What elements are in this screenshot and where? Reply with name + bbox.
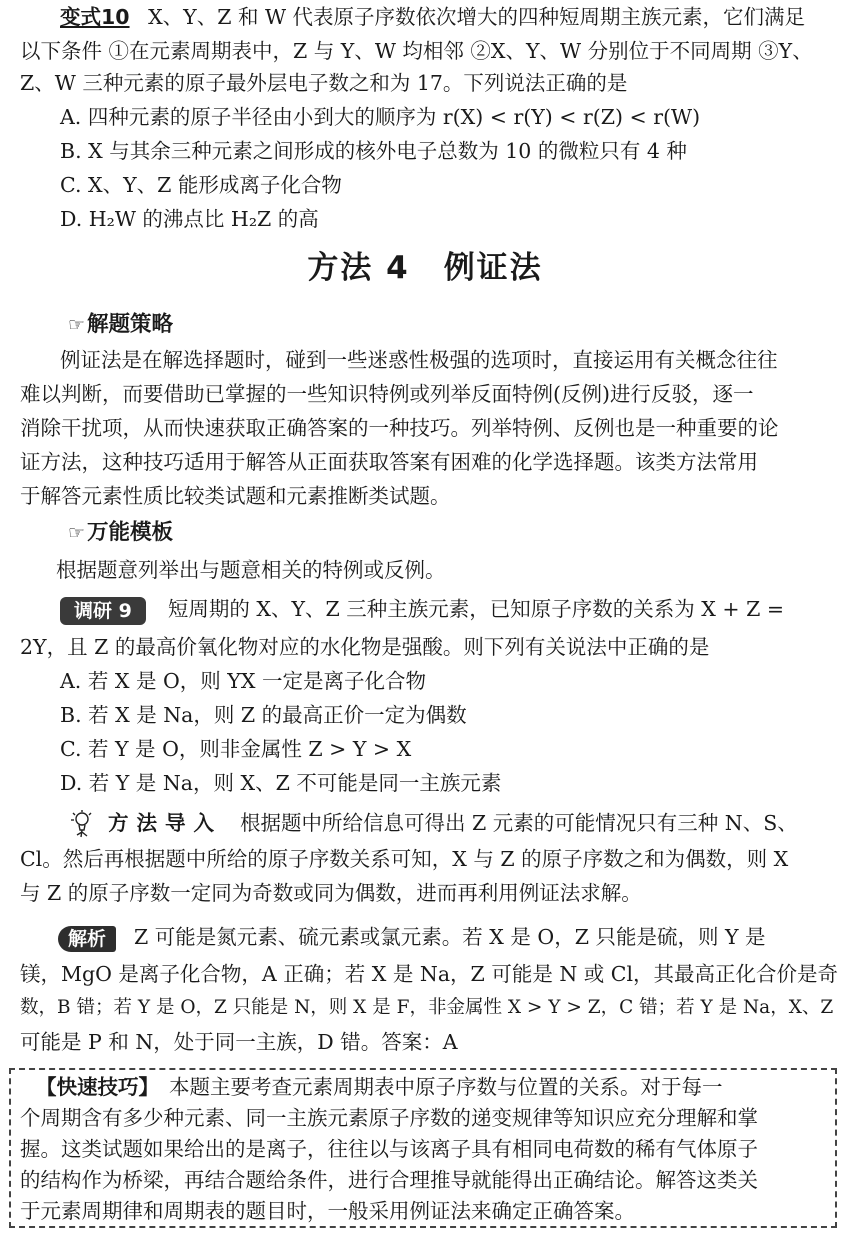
guide-label: 方法导入 (108, 811, 222, 835)
strategy-line-5: 于解答元素性质比较类试题和元素推断类试题。 (20, 484, 451, 508)
analysis-line-4: 可能是 P 和 N，处于同一主族，D 错。答案：A (20, 1030, 458, 1054)
variant-option-c: C. X、Y、Z 能形成离子化合物 (60, 173, 342, 197)
analysis-line-2: 镁，MgO 是离子化合物，A 正确；若 X 是 Na，Z 可能是 N 或 Cl，其最高正化合价是奇 (20, 962, 839, 986)
tip-line-1: 【快速技巧】 本题主要考查元素周期表中原子序数与位置的关系。对于每一 (36, 1075, 723, 1099)
strategy-line-1: 例证法是在解选择题时，碰到一些迷惑性极强的选项时，直接运用有关概念往往 (60, 348, 778, 372)
tip-label: 【快速技巧】 (36, 1075, 159, 1099)
lightbulb-person-icon (68, 810, 102, 840)
variant-line-3: Z、W 三种元素的原子最外层电子数之和为 17。下列说法正确的是 (20, 71, 628, 95)
tip-line-4: 的结构作为桥梁，再结合题给条件，进行合理推导就能得出正确结论。解答这类关 (20, 1168, 758, 1192)
guide-line-3: 与 Z 的原子序数一定同为奇数或同为偶数，进而再利用例证法求解。 (20, 881, 642, 905)
analysis-badge: 解析 (58, 926, 116, 952)
variant-line-2: 以下条件 ①在元素周期表中，Z 与 Y、W 均相邻 ②X、Y、W 分别位于不同周期 ③Y、 (20, 39, 813, 63)
tip-line-2: 个周期含有多少种元素、同一主族元素原子序数的递变规律等知识应充分理解和掌 (20, 1106, 758, 1130)
variant-option-a: A. 四种元素的原子半径由小到大的顺序为 r(X) < r(Y) < r(Z) < r(W) (60, 105, 701, 129)
research-option-a: A. 若 X 是 O，则 YX 一定是离子化合物 (60, 669, 426, 693)
guide-line-2: Cl。然后再根据题中所给的原子序数关系可知，X 与 Z 的原子序数之和为偶数，则 X (20, 847, 789, 871)
research-option-d: D. 若 Y 是 Na，则 X、Z 不可能是同一主族元素 (60, 771, 502, 795)
pointing-hand-icon: ☞ (68, 522, 86, 544)
analysis-line-3: 数，B 错；若 Y 是 O，Z 只能是 N，则 X 是 F，非金属性 X > Y > Z，C 错；若 Y 是 Na，X、Z (20, 997, 834, 1018)
tip-line-3: 握。这类试题如果给出的是离子，往往以与该离子具有相同电荷数的稀有气体原子 (20, 1137, 758, 1161)
method-title: 方法 4 例证法 (307, 250, 543, 286)
analysis-line-1: 解析 Z 可能是氮元素、硫元素或氯元素。若 X 是 O，Z 只能是硫，则 Y 是 (58, 922, 766, 952)
research-option-b: B. 若 X 是 Na，则 Z 的最高正价一定为偶数 (60, 703, 467, 727)
pointing-hand-icon: ☞ (68, 314, 86, 336)
variant-line-1: 变式10 X、Y、Z 和 W 代表原子序数依次增大的四种短周期主族元素，它们满足 (60, 5, 806, 29)
guide-line-1: 方法导入 根据题中所给信息可得出 Z 元素的可能情况只有三种 N、S、 (68, 808, 798, 840)
variant-label: 变式10 (60, 5, 130, 29)
research-line-1: 调研 9 短周期的 X、Y、Z 三种主族元素，已知原子序数的关系为 X + Z = (60, 594, 784, 625)
template-line: 根据题意列举出与题意相关的特例或反例。 (56, 558, 446, 582)
template-heading: ☞万能模板 (68, 520, 174, 545)
research-option-c: C. 若 Y 是 O，则非金属性 Z > Y > X (60, 737, 412, 761)
research-line-2: 2Y，且 Z 的最高价氧化物对应的水化物是强酸。则下列有关说法中正确的是 (20, 635, 710, 659)
strategy-line-2: 难以判断，而要借助已掌握的一些知识特例或列举反面特例(反例)进行反驳，逐一 (20, 382, 754, 406)
strategy-line-4: 证方法，这种技巧适用于解答从正面获取答案有困难的化学选择题。该类方法常用 (20, 450, 758, 474)
variant-option-d: D. H₂W 的沸点比 H₂Z 的高 (60, 207, 319, 231)
tip-line-5: 于元素周期律和周期表的题目时，一般采用例证法来确定正确答案。 (20, 1199, 635, 1223)
variant-option-b: B. X 与其余三种元素之间形成的核外电子总数为 10 的微粒只有 4 种 (60, 139, 687, 163)
strategy-line-3: 消除干扰项，从而快速获取正确答案的一种技巧。列举特例、反例也是一种重要的论 (20, 416, 779, 440)
research-badge: 调研 9 (60, 597, 146, 625)
strategy-heading: ☞解题策略 (68, 312, 174, 337)
